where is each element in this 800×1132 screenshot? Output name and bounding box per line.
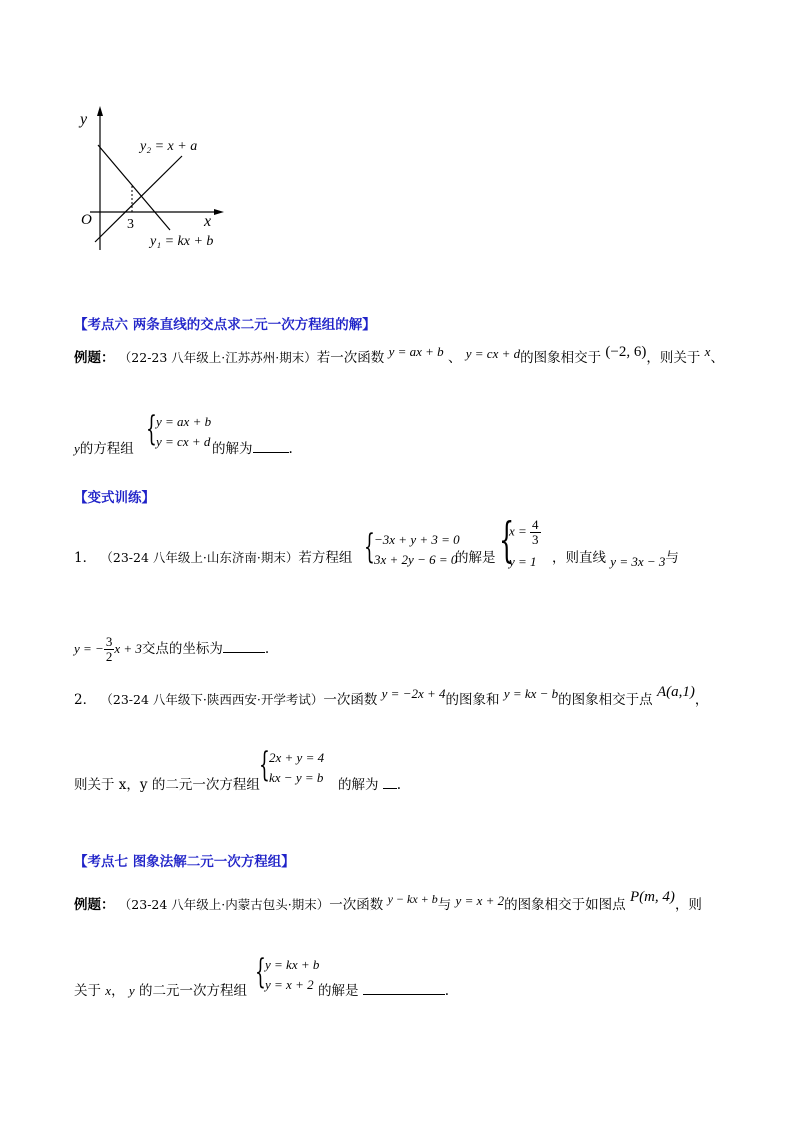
q2-line1: 2． （23-24 八年级下·陕西西安·开学考试）一次函数 y = −2x + 4的图象和 y = kx − b的图象相交于点 A(a,1)， bbox=[74, 684, 709, 708]
y-axis-label: y bbox=[80, 111, 88, 128]
answer-blank[interactable] bbox=[253, 451, 289, 453]
q1-line1-left: 1． （23-24 八年级上·山东济南·期末）若方程组 bbox=[74, 550, 353, 566]
y-axis-arrow bbox=[97, 106, 103, 116]
section6-answer: 的解为 . bbox=[212, 441, 293, 457]
q1-line-a: y = 3x − 3 bbox=[610, 554, 666, 569]
function-1: y = ax + b bbox=[388, 344, 444, 359]
q1-number: 1． bbox=[74, 550, 97, 566]
example-label: 例题： bbox=[74, 350, 115, 366]
q2-equation-system: { 2x + y = 4 kx − y = b bbox=[259, 745, 325, 785]
section7-title: 【考点七 图象法解二元一次方程组】 bbox=[74, 854, 295, 870]
line-y1-label: y₁ = kx + b bbox=[150, 234, 214, 249]
q1-answer-blank[interactable] bbox=[223, 651, 265, 653]
system-eq2: y = cx + d bbox=[156, 434, 211, 449]
x-axis-label: x bbox=[204, 213, 212, 230]
tick-label: 3 bbox=[127, 217, 134, 232]
q2-answer-blank[interactable] bbox=[383, 787, 397, 789]
q2-line2: 则关于 x，y 的二元一次方程组 bbox=[74, 777, 260, 793]
section7-line2: 关于 x， y 的二元一次方程组 bbox=[74, 983, 247, 999]
section7-equation-system: { y = kx + b y = x + 2 bbox=[255, 952, 320, 992]
q1-equation-system: { −3x + y + 3 = 0 3x + 2y − 6 = 0 bbox=[364, 527, 460, 567]
section7-answer-blank[interactable] bbox=[363, 993, 445, 995]
x-axis-arrow bbox=[214, 209, 224, 215]
var-x: x bbox=[704, 344, 711, 359]
section7-point: P(m, 4) bbox=[629, 889, 675, 905]
section6-system-line: y的方程组 bbox=[74, 441, 134, 457]
origin-label: O bbox=[81, 212, 92, 228]
q2-number: 2． bbox=[74, 692, 97, 708]
line-y2-label: y₂ = x + a bbox=[140, 139, 198, 154]
q1-solution-system: { x = $\frac{4}{3}$ y = 1 bbox=[499, 512, 539, 569]
variation-title: 【变式训练】 bbox=[74, 490, 155, 506]
q1-line2: y = − $\frac{3}{2}$ x + 3交点的坐标为 . bbox=[74, 634, 270, 664]
intersection-point: (−2, 6) bbox=[605, 344, 647, 360]
example-source: （22-23 八年级上·江苏苏州·期末） bbox=[118, 350, 317, 365]
function-2: y = cx + d bbox=[465, 346, 521, 361]
equation-system-1: { y = ax + b y = cx + d bbox=[146, 409, 212, 449]
section7-example-line: 例题： （23-24 八年级上·内蒙古包头·期末）一次函数 y − kx + b与 y = x + 2的图象相交于如图点 P(m, 4)，则 bbox=[74, 889, 702, 913]
system-eq1: y = ax + b bbox=[156, 414, 212, 429]
var-y: y bbox=[74, 441, 80, 456]
q2-point: A(a,1) bbox=[656, 684, 695, 700]
section6-title: 【考点六 两条直线的交点求二元一次方程组的解】 bbox=[74, 317, 376, 333]
line-y1 bbox=[98, 145, 170, 230]
intersection-figure bbox=[70, 100, 250, 260]
section6-example-line: 例题： （22-23 八年级上·江苏苏州·期末）若一次函数 y = ax + b 、 y = cx + d的图象相交于 (−2, 6)，则关于 x、 bbox=[74, 344, 724, 366]
